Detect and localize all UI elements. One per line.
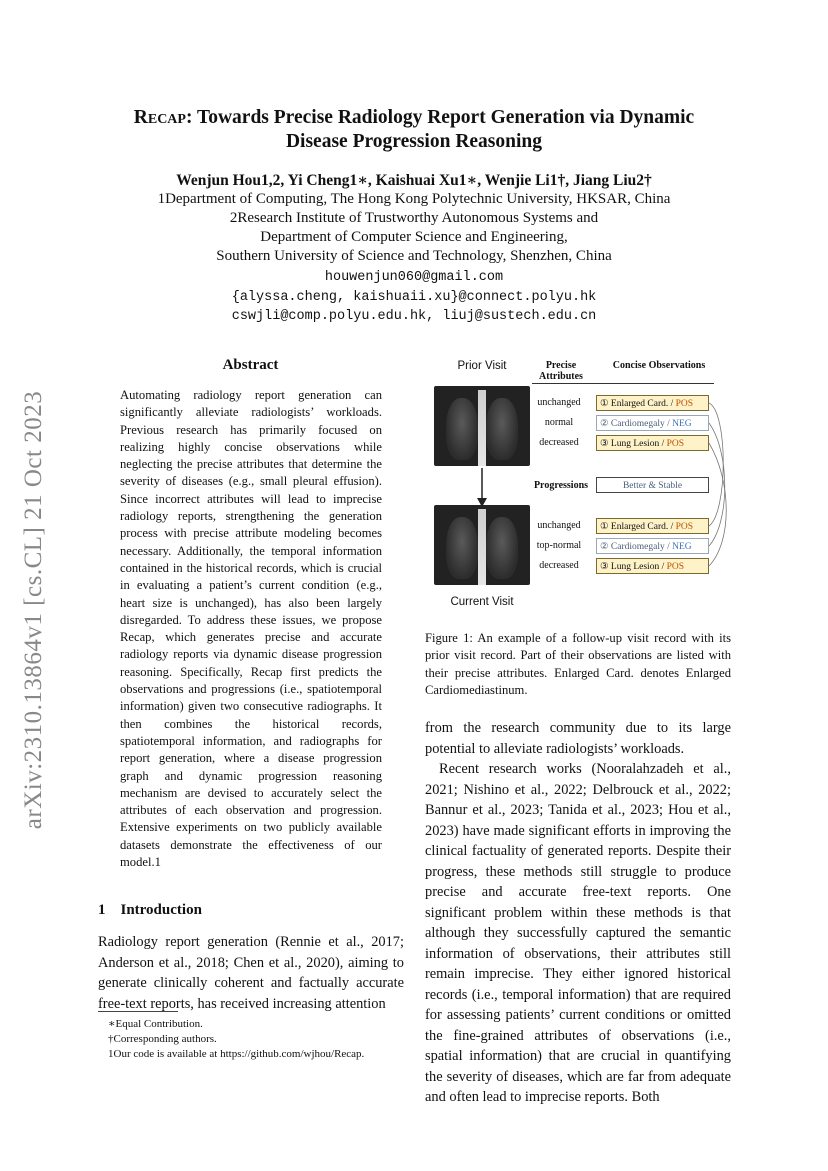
current-attr-3: decreased	[539, 560, 579, 571]
arxiv-stamp-text: arXiv:2310.13864v1 [cs.CL] 21 Oct 2023	[20, 390, 47, 830]
intro-right-paragraph-1: from the research community due to its large potential to alleviate radiologists’ workloads.	[425, 720, 731, 757]
figure-1	[424, 352, 736, 622]
prior-obs-2: ② Cardiomegaly / NEG	[596, 415, 709, 431]
current-visit-label: Current Visit	[450, 596, 514, 608]
affiliation-4: Southern University of Science and Technology, Shenzhen, China	[216, 248, 612, 264]
prior-xray-image	[434, 386, 530, 466]
header-rule	[532, 383, 714, 384]
progressions-label: Progressions	[533, 480, 589, 491]
author-list: Wenjun Hou1,2, Yi Cheng1∗, Kaishuai Xu1∗, Wenjie Li1†, Jiang Liu2†	[176, 172, 652, 189]
footnote-3: 1Our code is available at https://github.com/wjhou/Recap.	[108, 1048, 365, 1060]
figure-caption: Figure 1: An example of a follow-up visit record with its prior visit record. Part of their observations are listed with their precise attributes. Enlarged Card. denotes Enlarged Cardiomediastinum.	[425, 631, 731, 697]
current-obs-2: ② Cardiomegaly / NEG	[596, 538, 709, 554]
affiliation-3: Department of Computer Science and Engineering,	[260, 229, 568, 245]
affiliation-1: 1Department of Computing, The Hong Kong Polytechnic University, HKSAR, China	[157, 191, 671, 207]
footnote-2: †Corresponding authors.	[108, 1033, 217, 1045]
visit-arrow-icon	[476, 468, 488, 508]
footnote-1: ∗Equal Contribution.	[108, 1018, 203, 1030]
intro-left-paragraph: Radiology report generation (Rennie et al., 2017; Anderson et al., 2018; Chen et al., 2020), aiming to generate clinically coherent and factually accurate free-text reports, has received increasing attention	[98, 934, 404, 1012]
abstract-text: Automating radiology report generation can significantly alleviate radiologists’ workloads. Previous research has primarily focused on realizing highly concise observations while neglecting the precise attributes that determine the severity of diseases (e.g., small pleural effusion). Since incorrect attributes will lead to imprecise radiology reports, strengthening the generation process with precise attribute modeling becomes necessary. Additionally, the temporal information contained in the historical records, which is crucial in evaluating a patient’s current condition (e.g., heart size is unchanged), has also been largely disregarded. To address these issues, we propose Recap, which generates precise and accurate radiology reports via dynamic disease progression reasoning. Specifically, Recap first predicts the observations and progressions (i.e., spatiotemporal information) given two consecutive radiographs. It then combines the historical records, spatiotemporal information, and radiographs for report generation, where a disease progression graph and dynamic progression reasoning mechanism are devised to accurately select the attributes of each observation and progression. Extensive experiments on two publicly available datasets demonstrate the effectiveness of our model.1	[120, 388, 382, 870]
paper-title	[0, 106, 828, 154]
concise-observations-header: Concise Observations	[612, 360, 706, 371]
title-line2: Disease Progression Reasoning	[285, 131, 543, 152]
email-1: houwenjun060@gmail.com	[324, 270, 504, 285]
prior-attr-2: normal	[544, 417, 574, 428]
footnote-rule	[98, 1011, 178, 1012]
email-2: {alyssa.cheng, kaishuaii.xu}@connect.polyu.hk	[231, 290, 597, 305]
arxiv-stamp	[14, 370, 54, 850]
prior-obs-1: ① Enlarged Card. / POS	[596, 395, 709, 411]
prior-visit-label: Prior Visit	[457, 360, 507, 372]
current-attr-2: top-normal	[536, 540, 582, 551]
current-attr-1: unchanged	[537, 520, 581, 531]
section-heading	[98, 902, 202, 919]
abstract-body	[120, 387, 382, 871]
current-xray-image	[434, 505, 530, 585]
precise-attributes-header: Precise Attributes	[539, 360, 583, 382]
prior-attr-1: unchanged	[537, 397, 581, 408]
progression-connectors	[708, 392, 736, 582]
title-model-name: Recap	[133, 107, 186, 128]
intro-right-paragraph-2: Recent research works (Nooralahzadeh et al., 2021; Nishino et al., 2022; Delbrouck et al., 2022; Bannur et al., 2023; Tanida et al., 2023; Hou et al., 2023) have made significant efforts in improving the clinical factuality of generated reports. Despite their progress, these methods still struggle to produce precise and accurate free-text reports. One significant problem within these methods is that although they successfully captured the semantic information of observations, their attributes still remain imprecise. They either ignored historical records (i.e., temporal information) that are required for assessing patients’ current conditions or omitted the fine-grained attributes of observations (i.e., spatial information) that are crucial in quantifying the severity of diseases, which are far from adequate and often lead to imprecise reports. Both	[425, 761, 731, 1105]
prior-attr-3: decreased	[539, 437, 579, 448]
section-title: Introduction	[120, 902, 202, 918]
abstract-heading: Abstract	[222, 357, 279, 373]
progression-box: Better & Stable	[596, 477, 709, 493]
current-obs-3: ③ Lung Lesion / POS	[596, 558, 709, 574]
prior-obs-3: ③ Lung Lesion / POS	[596, 435, 709, 451]
section-number: 1	[98, 902, 106, 918]
title-line1-rest: : Towards Precise Radiology Report Generation via Dynamic	[185, 107, 695, 128]
email-3: cswjli@comp.polyu.edu.hk, liuj@sustech.edu.cn	[231, 309, 597, 324]
affiliation-2: 2Research Institute of Trustworthy Autonomous Systems and	[229, 210, 599, 226]
current-obs-1: ① Enlarged Card. / POS	[596, 518, 709, 534]
